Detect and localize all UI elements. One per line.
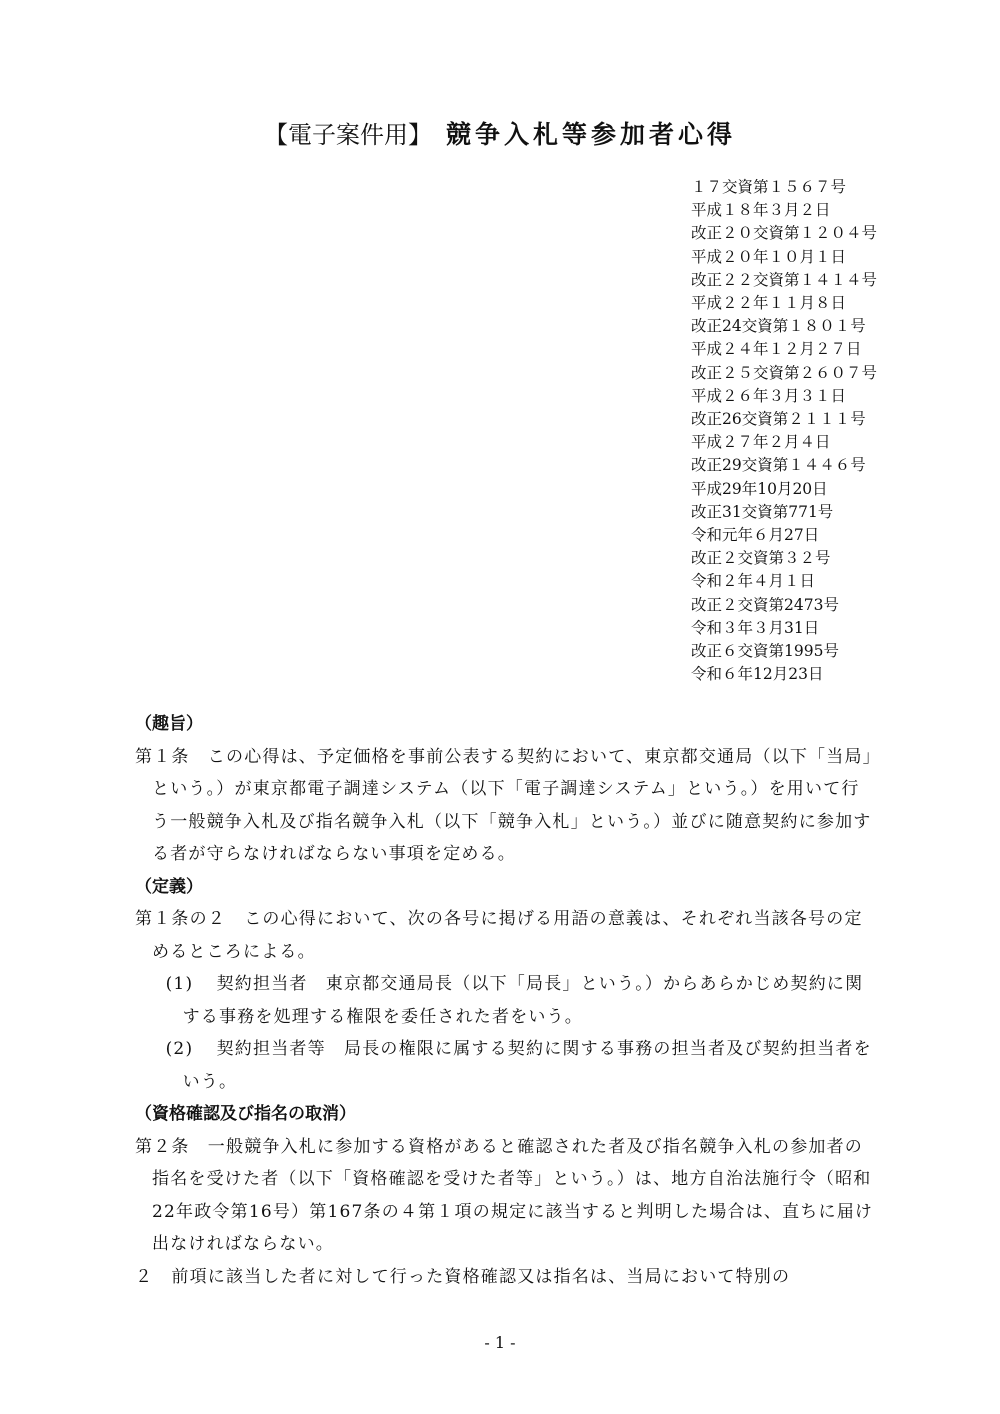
revision-line: 改正２０交資第１２０４号 <box>691 224 878 243</box>
revision-line: 改正24交資第１８０１号 <box>691 317 866 336</box>
revision-line: 改正６交資第1995号 <box>691 642 839 661</box>
article-1: 第１条 この心得は、予定価格を事前公表する契約において、東京都交通局（以下「当局」という。）が東京都電子調達システム（以下「電子調達システム」という。）を用いて行う一般競争入札及び指名競争入札（以下「競争入札」という。）並びに随意契約に参加する者が守らなければならない事項を定める。 <box>135 746 873 864</box>
revision-line: 改正２５交資第２６０７号 <box>691 363 878 382</box>
article-2-paragraph-2: ２ 前項に該当した者に対して行った資格確認又は指名は、当局において特別の <box>135 1266 791 1287</box>
revision-line: 平成２０年１０月１日 <box>691 247 847 266</box>
item-text: 契約担当者等 局長の権限に属する契約に関する事務の担当者及び契約担当者をいう。 <box>182 1039 872 1092</box>
revision-line: 改正２交資第３２号 <box>691 549 831 568</box>
revision-line: 令和元年６月27日 <box>691 526 820 545</box>
page-number: - 1 - <box>484 1333 516 1352</box>
document-title <box>0 118 1000 152</box>
section-heading-qualification: （資格確認及び指名の取消） <box>135 1104 356 1124</box>
revision-line: 改正29交資第１４４６号 <box>691 456 866 475</box>
revision-line: 平成２６年３月３１日 <box>691 386 847 405</box>
revision-line: 令和２年４月１日 <box>691 572 816 591</box>
document-body <box>135 708 875 1293</box>
revision-line: 令和６年12月23日 <box>691 665 824 684</box>
definition-item-2 <box>135 1033 875 1098</box>
revision-history <box>691 176 891 686</box>
article-2: 第２条 一般競争入札に参加する資格があると確認された者及び指名競争入札の参加者の指名を受けた者（以下「資格確認を受けた者等」という。）は、地方自治法施行令（昭和22年政令第16号）第167条の４第１項の規定に該当すると判明した場合は、直ちに届け出なければならない。 <box>135 1136 874 1254</box>
article-1-2: 第１条の２ この心得において、次の各号に掲げる用語の意義は、それぞれ当該各号の定めるところによる。 <box>135 909 863 962</box>
item-number: (1) <box>165 974 194 994</box>
revision-line: 平成２４年１２月２７日 <box>691 340 862 359</box>
revision-line: 平成２２年１１月８日 <box>691 294 847 313</box>
section-heading-purpose: （趣旨） <box>135 714 203 734</box>
revision-line: 改正２交資第2473号 <box>691 595 839 614</box>
item-text: 契約担当者 東京都交通局長（以下「局長」という。）からあらかじめ契約に関する事務を処理する権限を委任された者をいう。 <box>182 974 864 1027</box>
title-prefix: 【電子案件用】 <box>263 121 432 149</box>
revision-line: 改正２２交資第１４１４号 <box>691 270 878 289</box>
revision-line: 平成２７年２月４日 <box>691 433 831 452</box>
revision-line: 平成29年10月20日 <box>691 479 828 498</box>
revision-line: 平成１８年３月２日 <box>691 201 831 220</box>
item-number: (2) <box>165 1039 194 1059</box>
revision-line: 改正26交資第２１１１号 <box>691 410 866 429</box>
title-main: 競争入札等参加者心得 <box>445 120 736 149</box>
revision-line: 令和３年３月31日 <box>691 618 820 637</box>
revision-line: 改正31交資第771号 <box>691 502 834 521</box>
definition-item-1 <box>135 968 875 1033</box>
revision-line: １７交資第１５６７号 <box>691 178 847 196</box>
section-heading-definitions: （定義） <box>135 876 203 897</box>
